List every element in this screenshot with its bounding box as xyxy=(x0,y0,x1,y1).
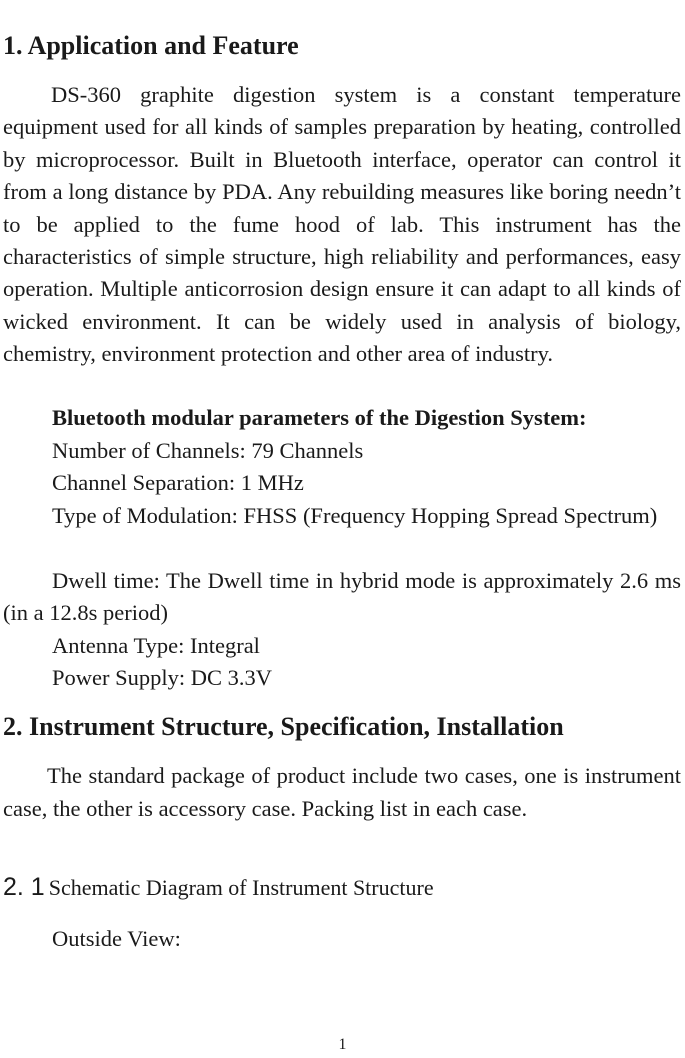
subsection-heading xyxy=(3,873,434,902)
param-antenna: Antenna Type: Integral xyxy=(52,633,260,658)
section-heading-structure: 2. Instrument Structure, Specification, Installation xyxy=(3,712,564,741)
param-dwell-time: Dwell time: The Dwell time in hybrid mode is approximately 2.6 ms (in a 12.8s period) xyxy=(3,568,681,626)
page-number: 1 xyxy=(338,1036,347,1053)
subsection-title: Schematic Diagram of Instrument Structure xyxy=(48,875,434,900)
param-channel-separation: Channel Separation: 1 MHz xyxy=(52,470,304,495)
bluetooth-params-heading: Bluetooth modular parameters of the Digestion System: xyxy=(52,405,587,430)
section-heading-application: 1. Application and Feature xyxy=(3,31,299,60)
param-power-supply: Power Supply: DC 3.3V xyxy=(52,665,273,690)
package-paragraph: The standard package of product include two cases, one is instrument case, the other is accessory case. Packing list in each case. xyxy=(3,763,681,821)
subsection-number: 2. 1 xyxy=(3,873,45,901)
outside-view-label: Outside View: xyxy=(52,926,181,951)
intro-paragraph: DS-360 graphite digestion system is a constant temperature equipment used for all kinds of samples preparation by heating, controlled by microprocessor. Built in Bluetooth interface, operator can control it from a long distance by PDA. Any rebuilding measures like boring needn’t to be applied to the fume hood of lab. This instrument has the characteristics of simple structure, high reliability and performances, easy operation. Multiple anticorrosion design ensure it can adapt to all kinds of wicked environment. It can be widely used in analysis of biology, chemistry, environment protection and other area of industry. xyxy=(3,82,681,367)
param-modulation: Type of Modulation: FHSS (Frequency Hopping Spread Spectrum) xyxy=(52,503,658,528)
param-channels: Number of Channels: 79 Channels xyxy=(52,438,364,463)
